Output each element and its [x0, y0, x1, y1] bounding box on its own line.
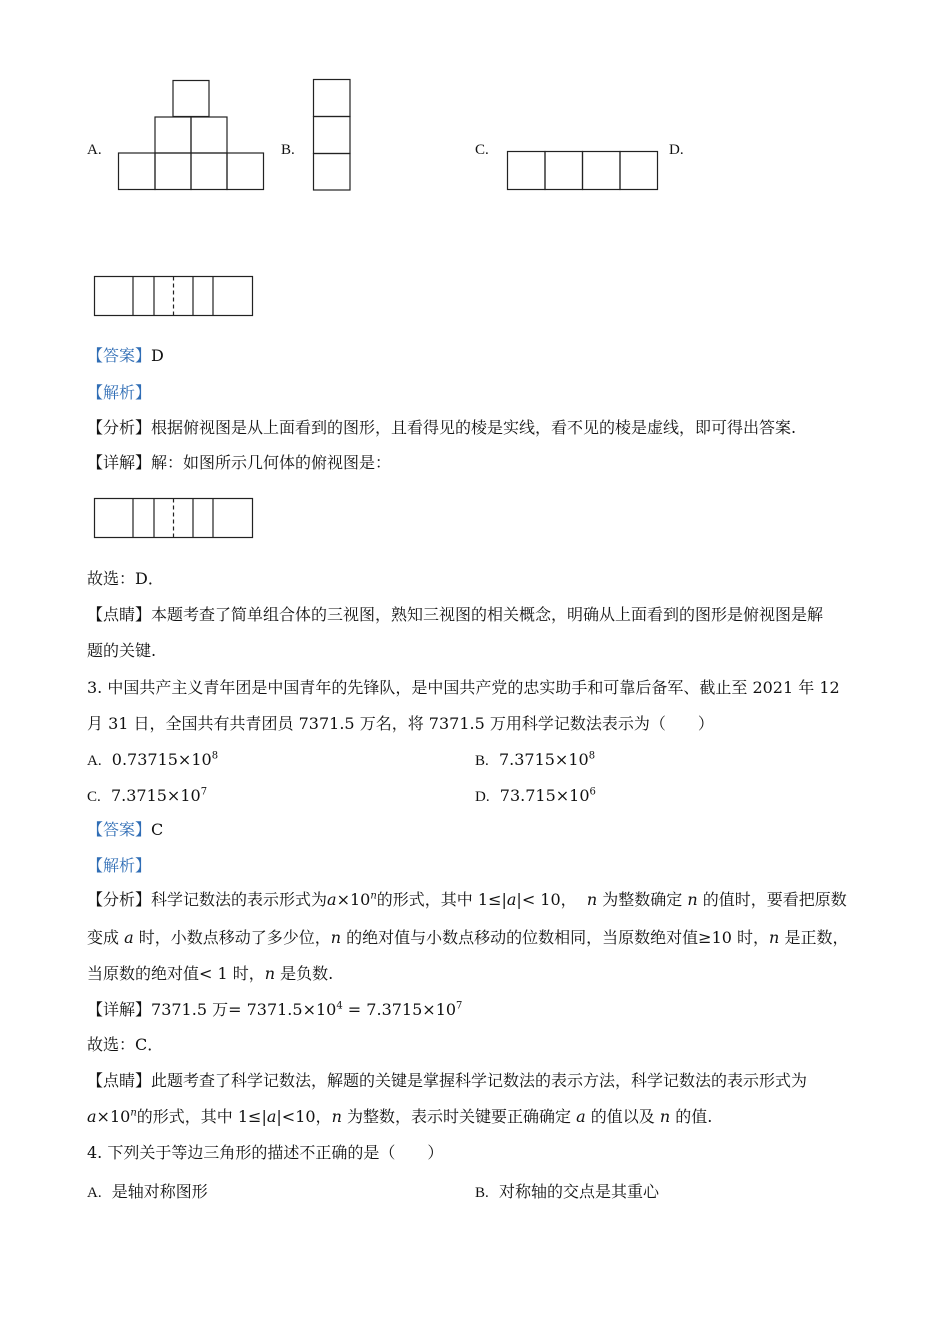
figure-a-bottom-square-3: [191, 153, 227, 190]
figure-a-bottom-square-1: [119, 153, 156, 190]
q3-option-a: A. $0.73715\times 10^8$: [87, 750, 219, 769]
figure-c-square-3: [583, 152, 621, 190]
option-b-figure: [313, 79, 351, 191]
figure-b-square-2: [314, 117, 351, 154]
figure-a-bottom-square-4: [227, 153, 264, 190]
q3-jiexi-heading: 【解析】: [87, 856, 152, 875]
q3-option-b: B. $7.3715\times 10^8$: [475, 750, 596, 769]
option-c-label: C.: [475, 142, 489, 158]
q2-xiangjie: 【详解】解：如图所示几何体的俯视图是：: [87, 453, 392, 472]
q3-fenxi-line1: 【分析】科学记数法的表示形式为$a\times 10^n$的形式，其中 1≤|a|< 10， n 为整数确定 n 的值时，要看把原数: [87, 890, 847, 909]
q4-option-b: B. 对称轴的交点是其重心: [475, 1182, 659, 1201]
q2-answer: 【答案】D: [87, 346, 164, 365]
q2-dianjing-line2: 题的关键.: [87, 641, 157, 660]
q3-guxuan: 故选：C．: [87, 1035, 164, 1054]
option-a-label: A.: [87, 142, 102, 158]
q3-fenxi-line3: 当原数的绝对值< 1 时，n 是负数.: [87, 964, 334, 983]
q2-dianjing-line1: 【点睛】本题考查了简单组合体的三视图，熟知三视图的相关概念，明确从上面看到的图形是俯视图是解: [87, 605, 824, 624]
q3-fenxi-line2: 变成 a 时，小数点移动了多少位，n 的绝对值与小数点移动的位数相同，当原数绝对值≥10 时，n 是正数，: [87, 928, 849, 947]
q3-xiangjie: 【详解】7371.5 万= $7371.5\times 10^4 = 7.3715\times 10^7$: [87, 1000, 463, 1019]
option-b-label: B.: [281, 142, 295, 158]
option-a-figure: [118, 80, 265, 191]
figure-c-square-4: [620, 152, 658, 190]
figure-a-middle-left-square: [155, 117, 191, 153]
q4-option-a: A. 是轴对称图形: [87, 1182, 208, 1201]
figure-c-square-2: [545, 152, 583, 190]
q3-stem-line2: 月 31 日，全国共有共青团员 7371.5 万名，将 7371.5 万用科学记数法表示为（ ）: [87, 714, 714, 733]
q4-stem: 4. 下列关于等边三角形的描述不正确的是（ ）: [87, 1143, 444, 1162]
q3-dianjing-line2: $a\times 10^n$的形式，其中 1≤|a|<10，n 为整数，表示时关键要正确确定 a 的值以及 n 的值.: [87, 1107, 713, 1126]
q3-answer: 【答案】C: [87, 820, 164, 839]
figure-c-square-1: [508, 152, 546, 190]
option-c-figure: [507, 151, 659, 191]
option-d-label: D.: [669, 142, 684, 158]
q3-stem-line1: 3. 中国共产主义青年团是中国青年的先锋队，是中国共产党的忠实助手和可靠后备军、截止至 2021 年 12: [87, 678, 840, 697]
option-d-figure: [94, 276, 254, 318]
q2-solution-figure: [94, 498, 254, 540]
figure-a-bottom-square-2: [155, 153, 191, 190]
figure-a-middle-right-square: [191, 117, 227, 153]
figure-a-top-square: [173, 81, 209, 117]
q2-jiexi-heading: 【解析】: [87, 383, 152, 402]
q2-fenxi: 【分析】根据俯视图是从上面看到的图形，且看得见的棱是实线，看不见的棱是虚线，即可得出答案.: [87, 418, 797, 437]
q2-guxuan: 故选：D．: [87, 569, 164, 588]
q3-option-d: D. $73.715\times 10^6$: [475, 786, 596, 805]
q3-option-c: C. $7.3715\times 10^7$: [87, 786, 208, 805]
figure-b-square-3: [314, 154, 351, 191]
q3-dianjing-line1: 【点睛】此题考查了科学记数法，解题的关键是掌握科学记数法的表示方法，科学记数法的表示形式为: [87, 1071, 808, 1090]
figure-b-square-1: [314, 80, 351, 117]
